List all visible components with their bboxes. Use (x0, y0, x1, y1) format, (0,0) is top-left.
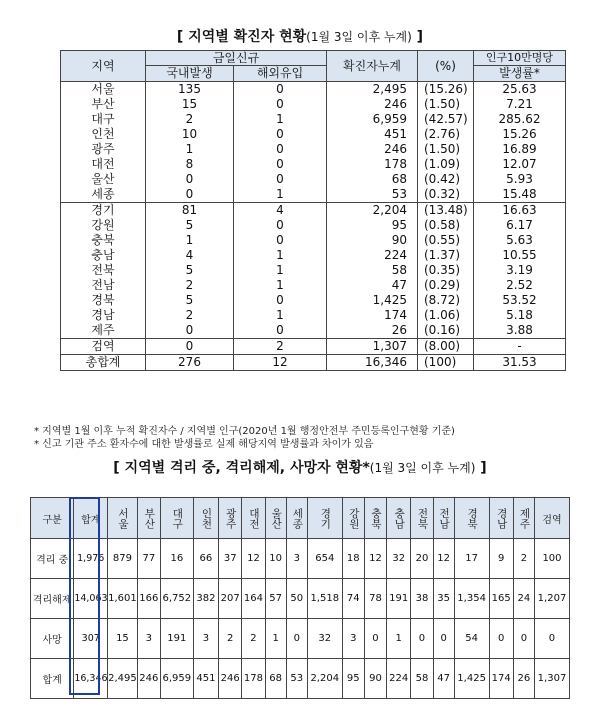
value-cell: 78 (364, 579, 386, 619)
cumulative-cell: 174 (327, 308, 418, 323)
overseas-cell: 1 (234, 248, 327, 263)
value-cell: 12 (364, 539, 386, 579)
header-total: 합계 (74, 498, 108, 539)
total-rate-cell: 31.53 (474, 355, 566, 371)
value-cell: 224 (387, 659, 411, 699)
quarantine-cell: 1,207 (534, 579, 569, 619)
region-cell: 충남 (61, 248, 146, 263)
total-row (61, 355, 566, 371)
percent-cell: (8.72) (418, 293, 474, 308)
footnote: * 지역별 1월 이후 누적 확진자수 / 지역별 인구(2020년 1월 행정안전부 주민등록인구현황 기준) (34, 426, 455, 437)
table-row (61, 112, 566, 127)
rate-cell: 25.63 (474, 82, 566, 98)
region-cell: 부산 (61, 97, 146, 112)
footnotes (34, 425, 455, 451)
value-cell: 246 (219, 659, 242, 699)
cumulative-cell: 47 (327, 278, 418, 293)
value-cell: 0 (411, 619, 433, 659)
header-quarantine: 검역 (534, 498, 569, 539)
percent-cell: (0.29) (418, 278, 474, 293)
row-label: 합계 (31, 659, 74, 699)
percent-cell: (42.57) (418, 112, 474, 127)
rate-cell: - (474, 339, 566, 355)
domestic-cell: 1 (146, 233, 234, 248)
value-cell: 38 (411, 579, 433, 619)
header-region-2: 대구 (160, 498, 193, 539)
value-cell: 2 (242, 619, 265, 659)
cumulative-cell: 246 (327, 142, 418, 157)
header-region-16: 제주 (513, 498, 534, 539)
rate-cell: 5.18 (474, 308, 566, 323)
domestic-cell: 4 (146, 248, 234, 263)
table-row (61, 142, 566, 157)
table-row (61, 308, 566, 323)
quarantine-cell: 100 (534, 539, 569, 579)
value-cell: 0 (433, 619, 454, 659)
percent-cell: (8.00) (418, 339, 474, 355)
value-cell: 35 (433, 579, 454, 619)
value-cell: 0 (513, 619, 534, 659)
region-cell: 경북 (61, 293, 146, 308)
rate-cell: 10.55 (474, 248, 566, 263)
total-overseas-cell: 12 (234, 355, 327, 371)
value-cell: 6,959 (160, 659, 193, 699)
overseas-cell: 0 (234, 293, 327, 308)
region-cell: 전남 (61, 278, 146, 293)
table-row (61, 127, 566, 142)
title-bracket-open: [ (113, 460, 120, 476)
table-row (31, 619, 570, 659)
value-cell: 165 (489, 579, 513, 619)
cumulative-cell: 451 (327, 127, 418, 142)
overseas-cell: 1 (234, 263, 327, 278)
region-cell: 서울 (61, 82, 146, 98)
cumulative-cell: 1,425 (327, 293, 418, 308)
header-cumulative: 확진자누계 (327, 51, 418, 82)
region-cell: 충북 (61, 233, 146, 248)
cumulative-cell: 53 (327, 187, 418, 203)
rate-cell: 285.62 (474, 112, 566, 127)
value-cell: 32 (307, 619, 342, 659)
total-domestic-cell: 276 (146, 355, 234, 371)
overseas-cell: 1 (234, 187, 327, 203)
overseas-cell: 1 (234, 112, 327, 127)
value-cell: 6,752 (160, 579, 193, 619)
value-cell: 53 (286, 659, 307, 699)
cumulative-cell: 58 (327, 263, 418, 278)
table-row (61, 172, 566, 187)
table-row (61, 293, 566, 308)
value-cell: 26 (513, 659, 534, 699)
table-row (61, 82, 566, 98)
table1-title (0, 26, 600, 46)
cumulative-cell: 224 (327, 248, 418, 263)
rate-cell: 5.63 (474, 233, 566, 248)
value-cell: 382 (193, 579, 218, 619)
overseas-cell: 0 (234, 82, 327, 98)
table-row (31, 579, 570, 619)
region-cell: 검역 (61, 339, 146, 355)
value-cell: 57 (265, 579, 286, 619)
domestic-cell: 135 (146, 82, 234, 98)
value-cell: 164 (242, 579, 265, 619)
value-cell: 50 (286, 579, 307, 619)
table-row (61, 157, 566, 172)
value-cell: 451 (193, 659, 218, 699)
table2-title-main: 지역별 격리 중, 격리해제, 사망자 현황* (124, 460, 370, 476)
value-cell: 0 (489, 619, 513, 659)
header-domestic: 국내발생 (146, 66, 234, 82)
table-row (61, 233, 566, 248)
value-cell: 879 (108, 539, 138, 579)
value-cell: 207 (219, 579, 242, 619)
value-cell: 0 (286, 619, 307, 659)
rate-cell: 2.52 (474, 278, 566, 293)
overseas-cell: 0 (234, 172, 327, 187)
table-row (61, 203, 566, 219)
table1-title-sub: (1월 3일 이후 누계) (306, 30, 412, 44)
header-category: 구분 (31, 498, 74, 539)
value-cell: 191 (387, 579, 411, 619)
percent-cell: (0.58) (418, 218, 474, 233)
table-row (61, 187, 566, 203)
rate-cell: 6.17 (474, 218, 566, 233)
header-region-9: 강원 (342, 498, 364, 539)
overseas-cell: 2 (234, 339, 327, 355)
cumulative-cell: 90 (327, 233, 418, 248)
header-rate-line1: 인구10만명당 (474, 51, 566, 66)
overseas-cell: 0 (234, 97, 327, 112)
value-cell: 16 (160, 539, 193, 579)
header-region-1: 부산 (137, 498, 160, 539)
region-cell: 경기 (61, 203, 146, 219)
value-cell: 2,204 (307, 659, 342, 699)
value-cell: 47 (433, 659, 454, 699)
cumulative-cell: 6,959 (327, 112, 418, 127)
row-label: 격리해제 (31, 579, 74, 619)
header-region-14: 경북 (454, 498, 489, 539)
domestic-cell: 2 (146, 112, 234, 127)
title-bracket-close: ] (480, 460, 487, 476)
region-cell: 제주 (61, 323, 146, 339)
value-cell: 18 (342, 539, 364, 579)
value-cell: 1,518 (307, 579, 342, 619)
table-row (61, 263, 566, 278)
header-region-4: 광주 (219, 498, 242, 539)
row-label: 사망 (31, 619, 74, 659)
rate-cell: 16.89 (474, 142, 566, 157)
region-cell: 경남 (61, 308, 146, 323)
rate-cell: 3.19 (474, 263, 566, 278)
table-row (31, 539, 570, 579)
value-cell: 191 (160, 619, 193, 659)
header-rate-line2: 발생률* (474, 66, 566, 82)
table-row (61, 323, 566, 339)
cumulative-cell: 246 (327, 97, 418, 112)
domestic-cell: 0 (146, 187, 234, 203)
domestic-cell: 10 (146, 127, 234, 142)
value-cell: 66 (193, 539, 218, 579)
domestic-cell: 5 (146, 218, 234, 233)
domestic-cell: 8 (146, 157, 234, 172)
value-cell: 1 (387, 619, 411, 659)
total-cell: 16,346 (74, 659, 108, 699)
cumulative-cell: 68 (327, 172, 418, 187)
domestic-cell: 81 (146, 203, 234, 219)
cumulative-cell: 2,204 (327, 203, 418, 219)
header-region-12: 전북 (411, 498, 433, 539)
domestic-cell: 5 (146, 293, 234, 308)
domestic-cell: 0 (146, 339, 234, 355)
header-new-cases: 금일신규 (146, 51, 327, 66)
table-row (61, 339, 566, 355)
overseas-cell: 0 (234, 157, 327, 172)
overseas-cell: 0 (234, 323, 327, 339)
rate-cell: 12.07 (474, 157, 566, 172)
table-row (31, 659, 570, 699)
header-region-6: 울산 (265, 498, 286, 539)
value-cell: 2,495 (108, 659, 138, 699)
rate-cell: 5.93 (474, 172, 566, 187)
cumulative-cell: 26 (327, 323, 418, 339)
rate-cell: 16.63 (474, 203, 566, 219)
value-cell: 17 (454, 539, 489, 579)
quarantine-cell: 0 (534, 619, 569, 659)
table-row (61, 248, 566, 263)
percent-cell: (1.09) (418, 157, 474, 172)
value-cell: 77 (137, 539, 160, 579)
value-cell: 0 (364, 619, 386, 659)
table-row (61, 97, 566, 112)
rate-cell: 53.52 (474, 293, 566, 308)
value-cell: 1 (265, 619, 286, 659)
footnote: * 신고 기관 주소 환자수에 대한 발생률로 실제 해당지역 발생률과 차이가 있음 (34, 439, 374, 450)
region-cell: 대전 (61, 157, 146, 172)
value-cell: 24 (513, 579, 534, 619)
table1-title-main: 지역별 확진자 현황 (188, 29, 307, 45)
value-cell: 95 (342, 659, 364, 699)
value-cell: 74 (342, 579, 364, 619)
header-region-11: 충남 (387, 498, 411, 539)
overseas-cell: 0 (234, 127, 327, 142)
table2-title-sub: (1월 3일 이후 누계) (369, 461, 476, 475)
header-region-15: 경남 (489, 498, 513, 539)
percent-cell: (13.48) (418, 203, 474, 219)
value-cell: 12 (242, 539, 265, 579)
region-cell: 강원 (61, 218, 146, 233)
header-region-3: 인천 (193, 498, 218, 539)
rate-cell: 15.26 (474, 127, 566, 142)
value-cell: 3 (137, 619, 160, 659)
value-cell: 3 (286, 539, 307, 579)
domestic-cell: 1 (146, 142, 234, 157)
rate-cell: 15.48 (474, 187, 566, 203)
domestic-cell: 5 (146, 263, 234, 278)
overseas-cell: 1 (234, 308, 327, 323)
quarantine-cell: 1,307 (534, 659, 569, 699)
percent-cell: (0.35) (418, 263, 474, 278)
value-cell: 2 (219, 619, 242, 659)
value-cell: 246 (137, 659, 160, 699)
header-region-5: 대전 (242, 498, 265, 539)
total-region-cell: 총합계 (61, 355, 146, 371)
percent-cell: (0.55) (418, 233, 474, 248)
value-cell: 37 (219, 539, 242, 579)
value-cell: 9 (489, 539, 513, 579)
table-row (61, 278, 566, 293)
overseas-cell: 4 (234, 203, 327, 219)
value-cell: 1,425 (454, 659, 489, 699)
cumulative-cell: 1,307 (327, 339, 418, 355)
header-region-7: 세종 (286, 498, 307, 539)
title-bracket-close: ] (416, 29, 424, 45)
percent-cell: (1.37) (418, 248, 474, 263)
value-cell: 20 (411, 539, 433, 579)
header-region-13: 전남 (433, 498, 454, 539)
header-percent: (%) (418, 51, 474, 82)
domestic-cell: 2 (146, 278, 234, 293)
value-cell: 58 (411, 659, 433, 699)
percent-cell: (15.26) (418, 82, 474, 98)
header-overseas: 해외유입 (234, 66, 327, 82)
region-cell: 광주 (61, 142, 146, 157)
total-cell: 307 (74, 619, 108, 659)
value-cell: 1,601 (108, 579, 138, 619)
value-cell: 3 (342, 619, 364, 659)
domestic-cell: 0 (146, 323, 234, 339)
regional-status-table (30, 497, 570, 699)
value-cell: 654 (307, 539, 342, 579)
region-cell: 세종 (61, 187, 146, 203)
value-cell: 166 (137, 579, 160, 619)
percent-cell: (1.50) (418, 97, 474, 112)
percent-cell: (0.16) (418, 323, 474, 339)
percent-cell: (0.32) (418, 187, 474, 203)
total-percent-cell: (100) (418, 355, 474, 371)
percent-cell: (1.06) (418, 308, 474, 323)
cumulative-cell: 2,495 (327, 82, 418, 98)
domestic-cell: 0 (146, 172, 234, 187)
value-cell: 15 (108, 619, 138, 659)
value-cell: 68 (265, 659, 286, 699)
value-cell: 3 (193, 619, 218, 659)
cumulative-cell: 178 (327, 157, 418, 172)
value-cell: 32 (387, 539, 411, 579)
region-cell: 대구 (61, 112, 146, 127)
title-bracket-open: [ (176, 29, 184, 45)
value-cell: 178 (242, 659, 265, 699)
overseas-cell: 0 (234, 233, 327, 248)
region-cell: 울산 (61, 172, 146, 187)
table2-title (0, 457, 600, 477)
region-cell: 인천 (61, 127, 146, 142)
value-cell: 1,354 (454, 579, 489, 619)
cumulative-cell: 95 (327, 218, 418, 233)
rate-cell: 3.88 (474, 323, 566, 339)
region-cell: 전북 (61, 263, 146, 278)
value-cell: 10 (265, 539, 286, 579)
regional-confirmed-table (60, 50, 566, 371)
domestic-cell: 15 (146, 97, 234, 112)
value-cell: 90 (364, 659, 386, 699)
header-region-8: 경기 (307, 498, 342, 539)
overseas-cell: 0 (234, 218, 327, 233)
header-region-0: 서울 (108, 498, 138, 539)
total-cell: 1,976 (74, 539, 108, 579)
total-cumulative-cell: 16,346 (327, 355, 418, 371)
value-cell: 2 (513, 539, 534, 579)
percent-cell: (1.50) (418, 142, 474, 157)
percent-cell: (2.76) (418, 127, 474, 142)
percent-cell: (0.42) (418, 172, 474, 187)
header-region-10: 충북 (364, 498, 386, 539)
overseas-cell: 0 (234, 142, 327, 157)
table-row (61, 218, 566, 233)
header-region: 지역 (61, 51, 146, 82)
row-label: 격리 중 (31, 539, 74, 579)
domestic-cell: 2 (146, 308, 234, 323)
overseas-cell: 1 (234, 278, 327, 293)
value-cell: 54 (454, 619, 489, 659)
rate-cell: 7.21 (474, 97, 566, 112)
total-cell: 14,063 (74, 579, 108, 619)
value-cell: 12 (433, 539, 454, 579)
value-cell: 174 (489, 659, 513, 699)
